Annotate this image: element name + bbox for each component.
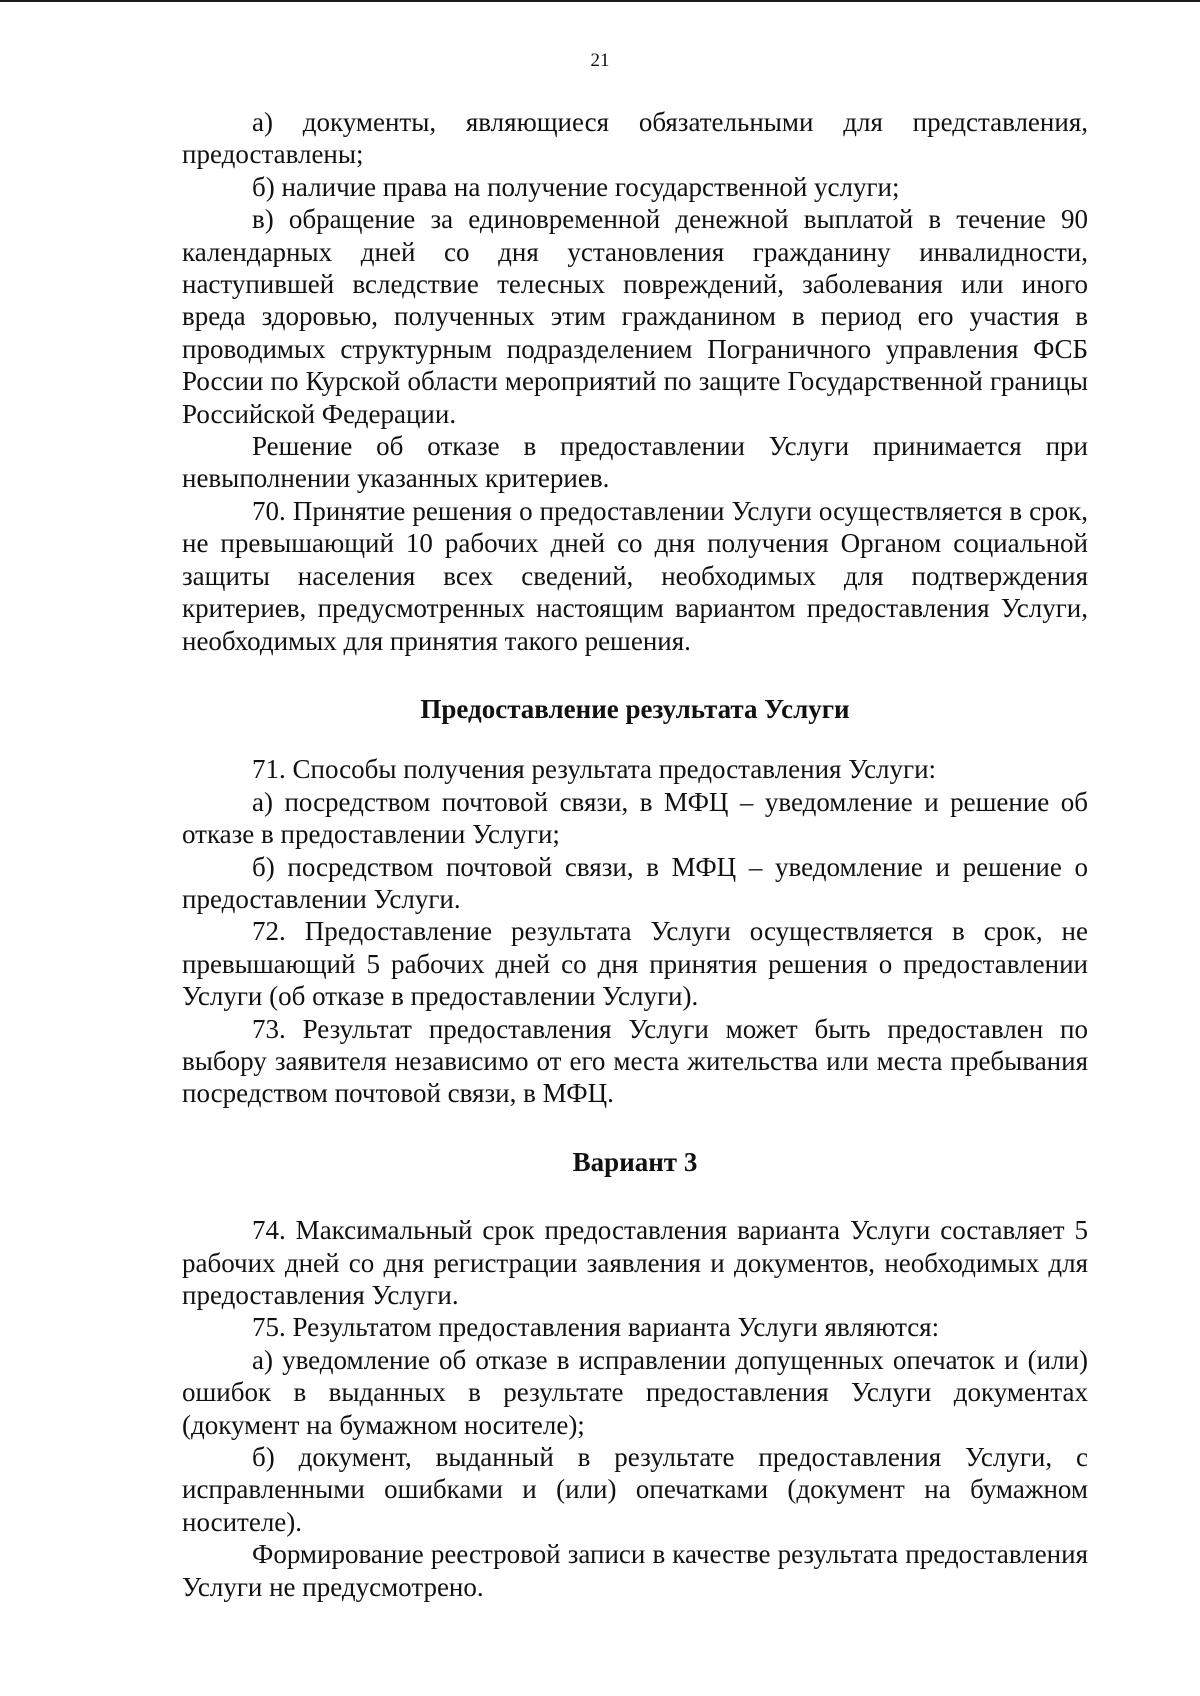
paragraph-71-a: а) посредством почтовой связи, в МФЦ – уведомление и решение об отказе в предоставлении Услуги; — [182, 786, 1088, 850]
page-number: 21 — [590, 50, 610, 71]
section-heading-result: Предоставление результата Услуги — [420, 693, 850, 724]
paragraph-72: 72. Предоставление результата Услуги осуществляется в срок, не превышающий 5 рабочих дней со дня принятия решения о предоставлении Услуги (об отказе в предоставлении Услуги). — [182, 916, 1088, 1012]
top-border-line — [0, 0, 1200, 2]
paragraph-75: 75. Результатом предоставления варианта Услуги являются: — [252, 1312, 940, 1343]
paragraph-73: 73. Результат предоставления Услуги может быть предоставлен по выбору заявителя независимо от его места жительства или места пребывания посредством почтовой связи, в МФЦ. — [182, 1013, 1088, 1109]
paragraph-74: 74. Максимальный срок предоставления варианта Услуги составляет 5 рабочих дней со дня регистрации заявления и документов, необходимых для предоставления Услуги. — [182, 1215, 1088, 1310]
paragraph-a-documents: а) документы, являющиеся обязательными для представления, предоставлены; — [182, 107, 1088, 170]
paragraph-75-a: а) уведомление об отказе в исправлении допущенных опечаток и (или) ошибок в выданных в результате предоставления Услуги документах (документ на бумажном носителе); — [182, 1344, 1088, 1440]
document-body — [182, 106, 1088, 1603]
paragraph-registry-record: Формирование реестровой записи в качестве результата предоставления Услуги не предусмотрено. — [182, 1539, 1088, 1602]
paragraph-71-b: б) посредством почтовой связи, в МФЦ – уведомление и решение о предоставлении Услуги. — [182, 851, 1088, 914]
paragraph-b-right: б) наличие права на получение государственной услуги; — [252, 171, 900, 202]
paragraph-75-b: б) документ, выданный в результате предоставления Услуги, с исправленными ошибками и (или) опечатками (документ на бумажном носителе). — [182, 1442, 1088, 1537]
section-heading-variant-3: Вариант 3 — [572, 1146, 698, 1177]
paragraph-70: 70. Принятие решения о предоставлении Услуги осуществляется в срок, не превышающий 10 рабочих дней со дня получения Органом социальной защиты населения всех сведений, необходимых для подтверждения критериев, предусмотренных настоящим вариантом предоставления Услуги, необходимых для принятия такого решения. — [182, 495, 1088, 656]
paragraph-refusal-decision: Решение об отказе в предоставлении Услуги принимается при невыполнении указанных критериев. — [182, 431, 1088, 494]
paragraph-71: 71. Способы получения результата предоставления Услуги: — [252, 754, 937, 785]
paragraph-v-appeal: в) обращение за единовременной денежной выплатой в течение 90 календарных дней со дня установления гражданину инвалидности, наступившей вследствие телесных повреждений, заболевания или иного вреда здоровью, полученных этим гражданином в период его участия в проводимых структурным подразделением Пограничного управления ФСБ России по Курской области мероприятий по защите Государственной границы Российской Федерации. — [182, 204, 1088, 429]
